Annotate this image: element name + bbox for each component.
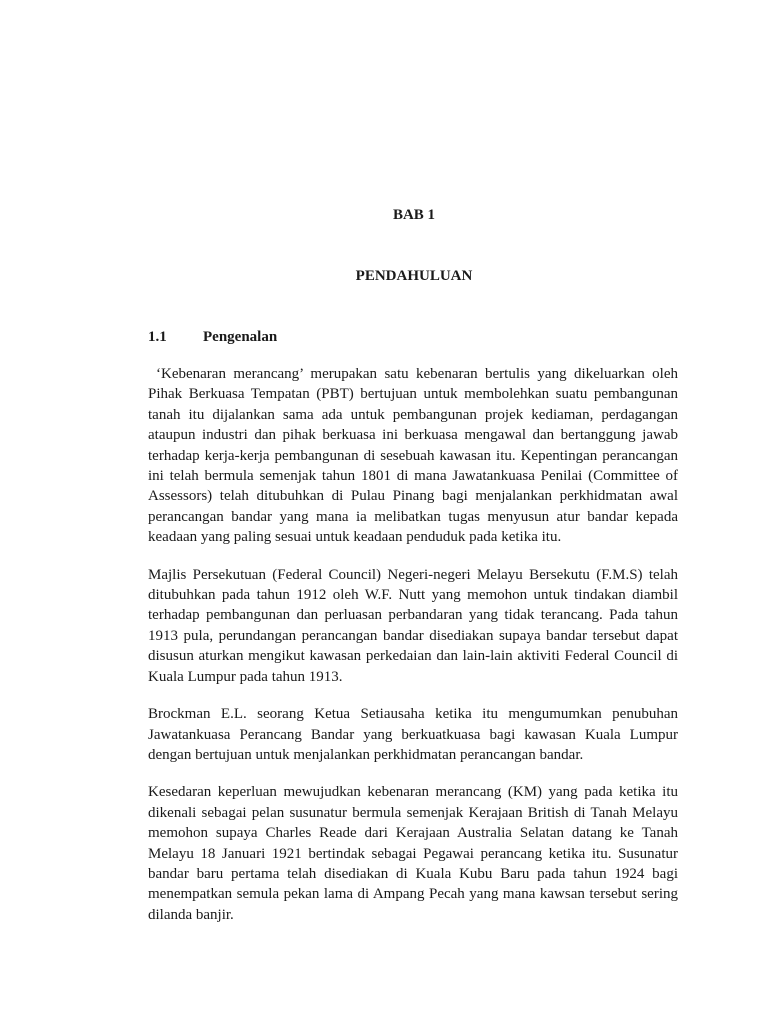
paragraph: Majlis Persekutuan (Federal Council) Negeri-negeri Melayu Bersekutu (F.M.S) telah ditubuhkan pada tahun 1912 oleh W.F. Nutt yang memohon untuk tindakan diambil terhadap pembangunan dan perluasan perbandaran yang tidak terancang. Pada tahun 1913 pula, perundangan perancangan bandar disediakan supaya bandar tersebut dapat disusun aturkan mengikut kawasan perkedaian dan lain-lain aktiviti Federal Council di Kuala Lumpur pada tahun 1913. xyxy=(148,566,678,685)
body-text xyxy=(148,364,678,942)
paragraph: Kesedaran keperluan mewujudkan kebenaran merancang (KM) yang pada ketika itu dikenali sebagai pelan susunatur bermula semenjak Kerajaan British di Tanah Melayu memohon supaya Charles Reade dari Kerajaan Australia Selatan datang ke Tanah Melayu 18 Januari 1921 bertindak sebagai Pegawai perancang ketika itu. Susunatur bandar baru pertama telah disediakan di Kuala Kubu Baru pada tahun 1924 bagi menempatkan semula pekan lama di Ampang Pecah yang mana kawsan tersebut sering dilanda banjir. xyxy=(148,784,678,923)
section-title: Pengenalan xyxy=(203,329,278,345)
section-heading xyxy=(148,329,277,346)
section-number: 1.1 xyxy=(148,329,167,345)
chapter-number: BAB 1 xyxy=(392,207,436,223)
paragraph: ‘Kebenaran merancang’ merupakan satu kebenaran bertulis yang dikeluarkan oleh Pihak Berkuasa Tempatan (PBT) bertujuan untuk membolehkan suatu pembangunan tanah itu dijalankan sama ada untuk pembangunan projek kediaman, perdagangan ataupun industri dan pihak berkuasa ini berkuasa mengawal dan bertanggung jawab terhadap kerja-kerja pembangunan di sesebuah kawasan itu. Kepentingan perancangan ini telah bermula semenjak tahun 1801 di mana Jawatankuasa Penilai (Committee of Assessors) telah ditubuhkan di Pulau Pinang bagi menjalankan perkhidmatan awal perancangan bandar yang mana ia melibatkan tugas menyusun atur bandar kepada keadaan yang paling sesuai untuk keadaan penduduk pada ketika itu. xyxy=(148,366,678,546)
paragraph: Brockman E.L. seorang Ketua Setiausaha ketika itu mengumumkan penubuhan Jawatankuasa Perancang Bandar yang berkuatkuasa bagi kawasan Kuala Lumpur dengan bertujuan untuk menjalankan perkhidmatan perancangan bandar. xyxy=(148,706,678,763)
chapter-title: PENDAHULUAN xyxy=(355,268,473,284)
